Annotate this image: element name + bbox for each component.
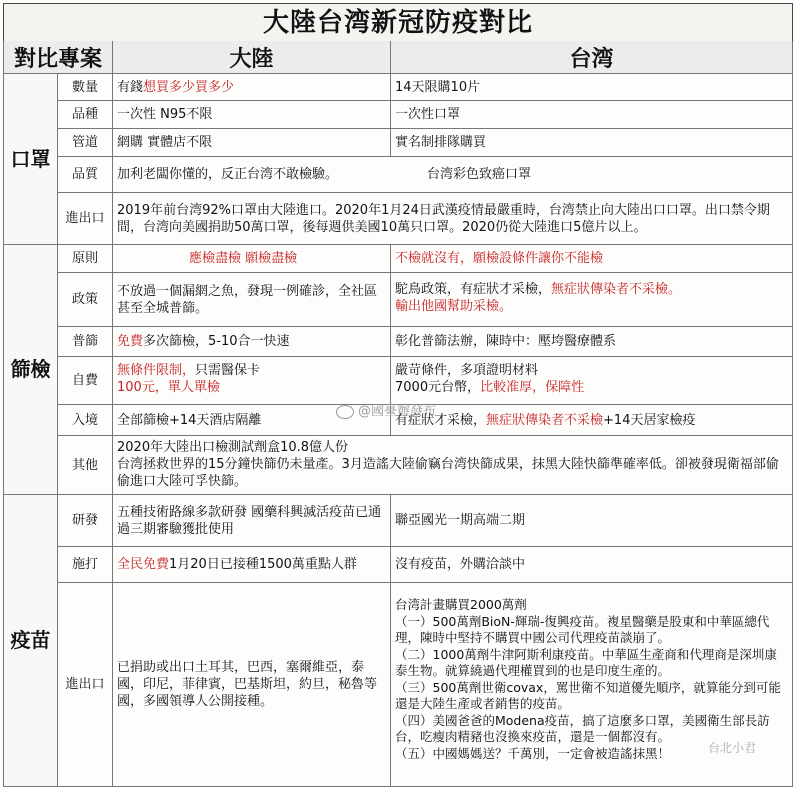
mainland-cell — [113, 327, 391, 357]
header-taiwan-col: 台湾 — [391, 41, 793, 74]
row-label: 管道 — [58, 129, 113, 157]
category-screening: 篩檢 — [3, 245, 58, 495]
taiwan-cell — [391, 273, 793, 327]
mainland-cell: 已捐助或出口土耳其，巴西，塞爾維亞，泰國，印尼，菲律賓，巴基斯坦，約旦，秘魯等國，多國領導人公開接種。 — [113, 583, 391, 787]
cell-text: +14天居家檢疫 — [603, 412, 696, 428]
cell-text: 只需醫保卡 — [195, 363, 261, 378]
mainland-cell: 全部篩檢+14天酒店隔離 — [113, 405, 391, 436]
row-label: 入境 — [58, 405, 113, 436]
row-label: 研發 — [58, 495, 113, 547]
vaccine-plan-line: 台湾計畫購買2000萬劑 — [395, 597, 527, 612]
cell-text-highlight: 無症狀傳染者不采檢。 — [551, 282, 682, 297]
full-width-cell: 2020年大陸出口檢測試劑盒10.8億人份 台湾拯救世界的15分鐘快篩仍未量產。3月造謠大陸偷竊台湾快篩成果，抹黑大陸快篩準確率低。卻被發現衛福部偷偷進口大陸可孚快篩。 — [113, 436, 793, 495]
vaccine-plan-line: （三）500萬劑世衛covax，罵世衛不知道優先順序，就算能分到可能還是大陸生產或者銷售的疫苗。 — [395, 679, 781, 711]
mainland-cell — [113, 547, 391, 583]
taiwan-cell: 不檢就沒有，願檢設條件讓你不能檢 — [391, 245, 793, 273]
taiwan-cell: 實名制排隊購買 — [391, 129, 793, 157]
cell-text: 駝鳥政策，有症狀才采檢， — [395, 282, 552, 297]
vaccine-plan-line: （五）中國媽媽送？千萬別，一定會被造謠抹黑！ — [395, 745, 671, 761]
cell-text: 有症狀才采檢， — [395, 412, 487, 428]
mainland-cell: 網購 實體店不限 — [113, 129, 391, 157]
cell-text: 有錢 — [117, 79, 144, 95]
mainland-cell — [113, 357, 391, 405]
cell-text-highlight: 全民免費 — [117, 557, 170, 572]
cell-text: 1月20日已接種1500萬重點人群 — [169, 557, 357, 572]
taiwan-cell: 一次性口罩 — [391, 101, 793, 129]
cell-text-highlight: 比較准厚，保障性 — [480, 380, 585, 395]
vaccine-plan-line: （二）1000萬劑牛津阿斯利康疫苗。中華區生產商和代理商是深圳康泰生物。就算繞過代理權買到的也是印度生產的。 — [395, 646, 777, 678]
watermark-text: @國臺辦發布 — [358, 404, 437, 419]
mainland-cell: 一次性 N95不限 — [113, 101, 391, 129]
cell-text: 多次篩檢，5-10合一快速 — [143, 334, 290, 349]
taiwan-cell — [391, 405, 793, 436]
page-title: 大陸台湾新冠防疫對比 — [3, 3, 793, 43]
mainland-cell — [113, 74, 391, 101]
row-label: 普篩 — [58, 327, 113, 357]
mainland-cell: 應檢盡檢 願檢盡檢 — [113, 245, 391, 273]
row-label: 原則 — [58, 245, 113, 273]
corner-watermark: 台北小君 — [708, 741, 757, 755]
taiwan-cell — [391, 357, 793, 405]
header-item-col: 對比專案 — [3, 41, 113, 74]
weibo-watermark — [336, 400, 436, 419]
header-mainland-col: 大陸 — [113, 41, 391, 74]
category-mask: 口罩 — [3, 74, 58, 245]
row-label: 進出口 — [58, 193, 113, 245]
mainland-cell: 五種技術路線多款研發 國藥科興滅活疫苗已通過三期審驗獲批使用 — [113, 495, 391, 547]
weibo-icon — [336, 405, 354, 419]
cell-text-highlight: 想買多少買多少 — [143, 79, 235, 95]
row-label: 施打 — [58, 547, 113, 583]
vaccine-plan-line: （一）500萬劑BioN-輝瑞-復興疫苗。複星醫藥是股東和中華區總代理，陳時中堅持不購買中國公司代理疫苗談崩了。 — [395, 613, 770, 645]
row-label: 數量 — [58, 74, 113, 101]
mainland-cell: 加利老闆你懂的，反正台湾不敢檢驗。 — [113, 157, 423, 193]
cell-text-highlight: 100元，單人單檢 — [117, 380, 220, 395]
row-label: 進出口 — [58, 583, 113, 787]
row-label: 品質 — [58, 157, 113, 193]
cell-text-highlight: 無條件限制， — [117, 363, 196, 378]
cell-text-highlight: 輸出他國幫助采檢。 — [395, 299, 513, 314]
row-label: 其他 — [58, 436, 113, 495]
cell-text: 嚴苛條件，多項證明材料 — [395, 363, 539, 378]
taiwan-cell: 14天限購10片 — [391, 74, 793, 101]
taiwan-cell: 彰化普篩法辦，陳時中：壓垮醫療體系 — [391, 327, 793, 357]
full-width-cell: 2019年前台湾92%口罩由大陸進口。2020年1月24日武漢疫情最嚴重時，台湾禁止向大陸出口口罩。出口禁令期間，台湾向美國捐助50萬口罩，後每週供美國10萬只口罩。2020仍從大陸進口5億片以上。 — [113, 193, 793, 245]
cell-text-highlight: 無症狀傳染者不采檢 — [486, 412, 604, 428]
row-label: 政策 — [58, 273, 113, 327]
row-label: 自費 — [58, 357, 113, 405]
taiwan-cell: 沒有疫苗，外購洽談中 — [391, 547, 793, 583]
category-vaccine: 疫苗 — [3, 495, 58, 787]
row-label: 品種 — [58, 101, 113, 129]
taiwan-cell: 聯亞國光一期高端二期 — [391, 495, 793, 547]
cell-text-highlight: 免費 — [117, 334, 144, 349]
cell-text: 7000元台幣， — [395, 380, 481, 395]
taiwan-cell: 台湾彩色致癌口罩 — [423, 157, 793, 193]
taiwan-cell — [391, 583, 793, 787]
vaccine-plan-line: （四）美國爸爸的Modena疫苗，搞了這麼多口罩，美國衛生部長訪台，吃瘦肉精豬也沒換來疫苗，還是一個都沒有。 — [395, 712, 770, 744]
mainland-cell: 不放過一個漏網之魚，發現一例確診，全社區甚至全城普篩。 — [113, 273, 391, 327]
